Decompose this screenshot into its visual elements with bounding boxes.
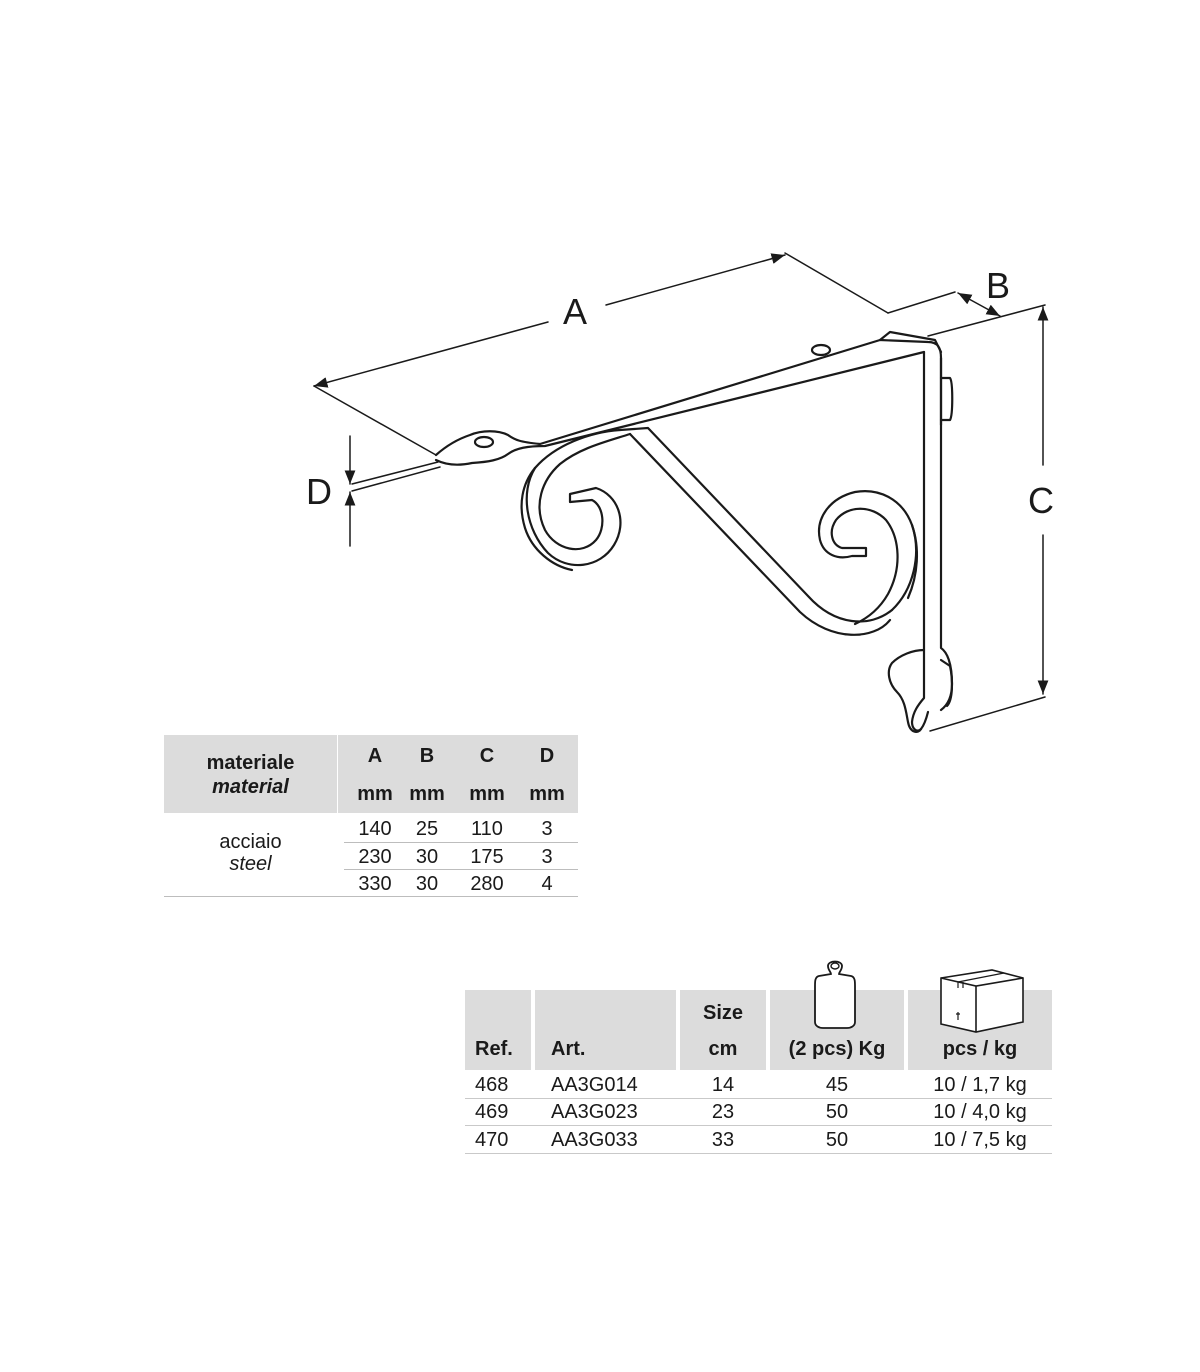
dim-label-c: C [1028,480,1054,521]
row2-a: 230 [358,846,392,868]
dim-a-extension-left [314,386,436,455]
vertical-arm-ornament [889,650,924,732]
material-value-it: acciaio [219,831,282,853]
row3-b: 30 [415,873,439,895]
header-size: Size [702,1002,744,1024]
row1-pack: 10 / 1,7 kg [933,1074,1027,1096]
row3-load: 50 [825,1129,849,1151]
row3-ref: 470 [475,1129,509,1151]
header-load: (2 pcs) Kg [788,1038,886,1060]
diagonal-brace-inner [630,434,890,635]
mount-tab-bottom [941,660,952,706]
row3-size: 33 [711,1129,735,1151]
row1-ref: 468 [475,1074,509,1096]
row1-b: 25 [415,818,439,840]
dim-a-extension-right [785,253,888,313]
row2-c: 175 [470,846,504,868]
dim-d-extension-2 [352,467,440,491]
row3-a: 330 [358,873,392,895]
right-scroll [819,491,916,624]
dim-label-d: D [306,471,332,512]
header-pack: pcs / kg [942,1038,1018,1060]
box-icon [938,966,1026,1034]
row3-c: 280 [470,873,504,895]
header-col-b: B [419,745,435,767]
unit-col-b: mm [409,783,445,805]
bracket-vertical-arm [912,352,928,731]
dim-label-b: B [986,265,1011,306]
diagonal-brace [620,428,892,622]
header-material-en: material [212,776,289,798]
mount-tab-top [941,378,952,420]
row1-d: 3 [541,818,553,840]
row3-d: 4 [541,873,553,895]
material-value-en: steel [229,853,272,875]
dim-a-line-right [606,255,785,305]
row2-ref: 469 [475,1101,509,1123]
dim-d-extension-1 [352,462,438,484]
bracket-vertical-arm-outer [941,358,952,710]
row1-art: AA3G014 [551,1074,638,1096]
unit-col-d: mm [529,783,565,805]
screw-hole-top-left [475,437,493,447]
header-art: Art. [551,1038,586,1060]
header-size-unit: cm [708,1038,738,1060]
row2-d: 3 [541,846,553,868]
dim-label-a: A [563,291,588,332]
dim-b-extension [888,292,955,313]
unit-col-a: mm [357,783,393,805]
row3-pack: 10 / 7,5 kg [933,1129,1027,1151]
row1-size: 14 [711,1074,735,1096]
header-material-it: materiale [206,752,295,774]
row2-load: 50 [825,1101,849,1123]
header-col-a: A [367,745,383,767]
row2-size: 23 [711,1101,735,1123]
header-col-d: D [539,745,555,767]
row3-art: AA3G033 [551,1129,638,1151]
screw-hole-top-right [812,345,830,355]
row1-a: 140 [358,818,392,840]
weight-icon [811,956,859,1032]
left-scroll [527,430,630,565]
row1-load: 45 [825,1074,849,1096]
dim-a-line-left [314,322,548,386]
header-ref: Ref. [475,1038,513,1060]
row2-b: 30 [415,846,439,868]
row2-art: AA3G023 [551,1101,638,1123]
bracket-top-arm [436,340,941,455]
dim-b-extension-2 [928,305,1045,336]
bracket-top-arm-lower [436,352,924,465]
unit-col-c: mm [469,783,505,805]
header-col-c: C [479,745,495,767]
row1-c: 110 [471,818,503,840]
row2-pack: 10 / 4,0 kg [933,1101,1027,1123]
